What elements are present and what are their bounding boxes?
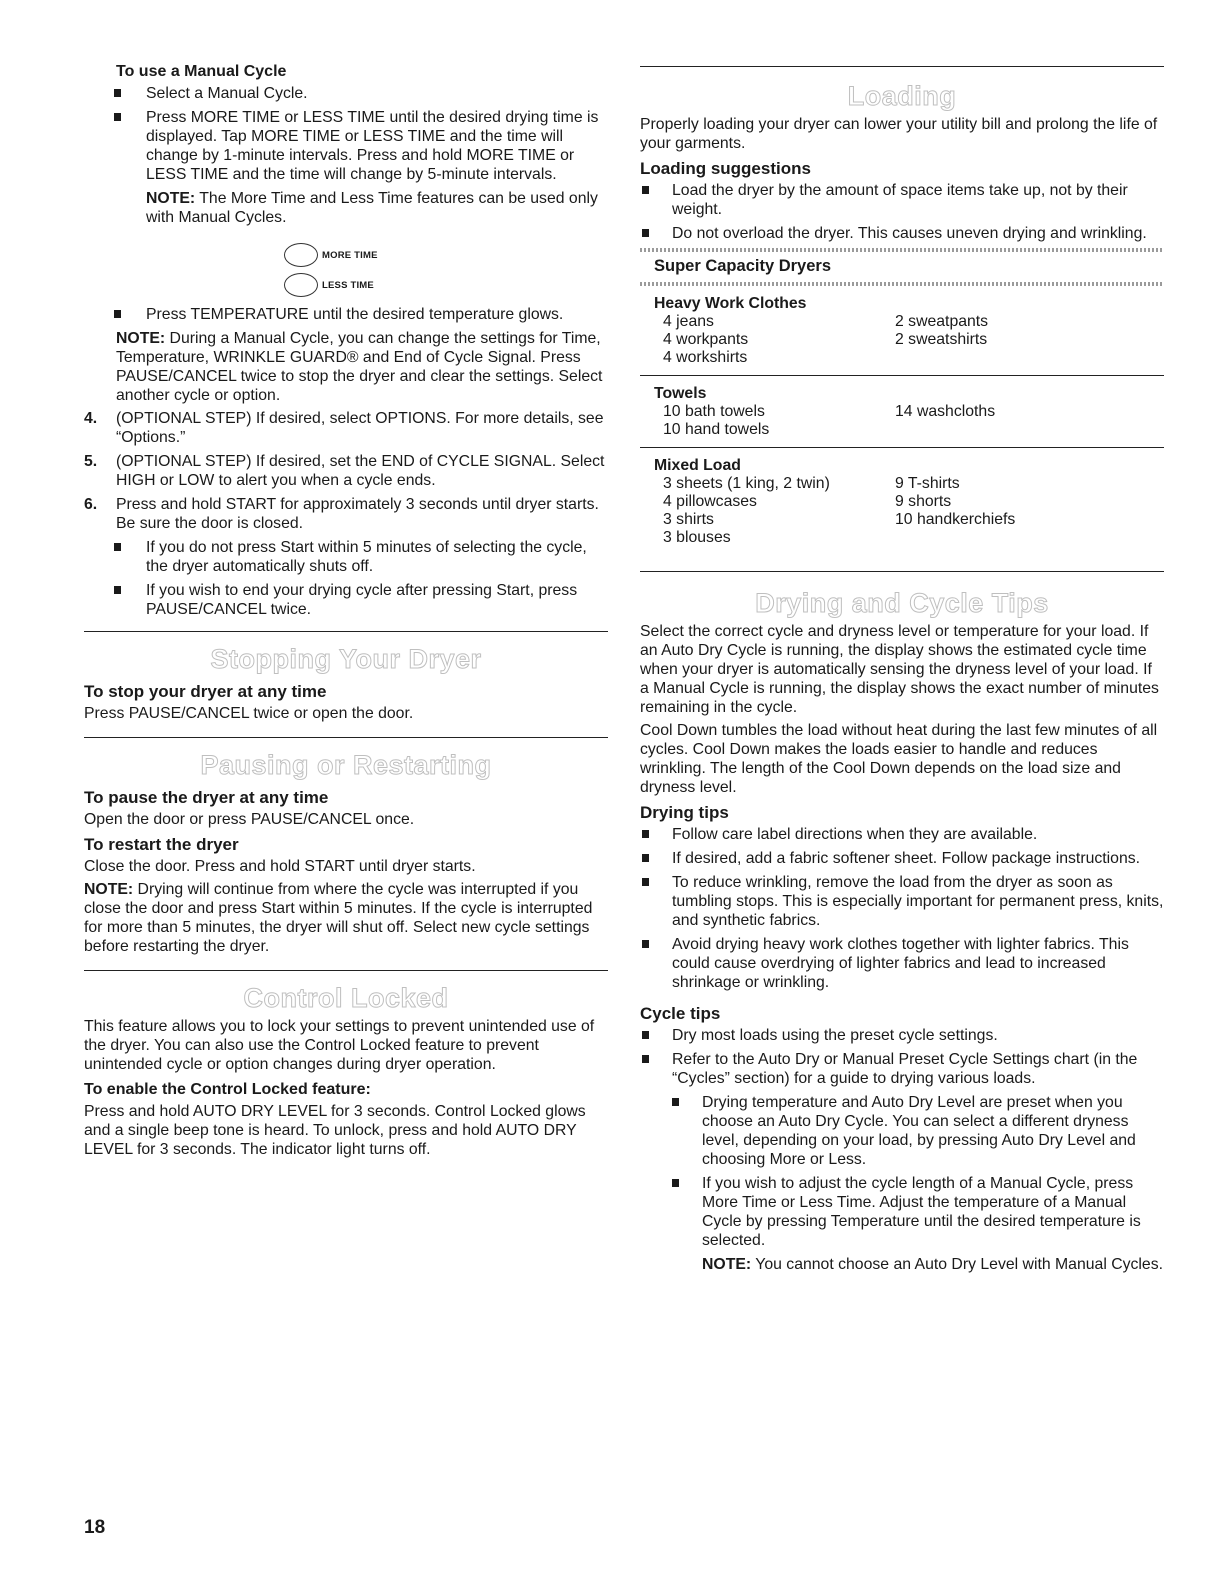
page-number: 18 [84, 1517, 106, 1538]
list-item: Avoid drying heavy work clothes together with lighter fabrics. This could cause overdrying of lighter fabrics and lead to increased shrinkage or wrinkling. [640, 935, 1164, 992]
list-item: If you wish to adjust the cycle length of a Manual Cycle, press More Time or Less Time. Adjust the temperature of a Manual Cycle by pressing Temperature until the desired temperature is selected. [640, 1174, 1164, 1250]
note-manual-cycle [84, 329, 608, 405]
drying-tips-list [640, 825, 1164, 992]
note-text: The More Time and Less Time features can be used only with Manual Cycles. [146, 190, 598, 226]
less-time-indicator [284, 273, 374, 297]
list-item: To reduce wrinkling, remove the load from the dryer as soon as tumbling stops. This is especially important for permanent press, knits, and synthetic fabrics. [640, 873, 1164, 930]
list-item: If you do not press Start within 5 minutes of selecting the cycle, the dryer automatically shuts off. [84, 538, 608, 576]
note-label: NOTE: [116, 330, 166, 347]
note-label: NOTE: [702, 1256, 752, 1273]
note-label: NOTE: [146, 190, 196, 207]
step-item [84, 452, 608, 490]
load-group-title: Mixed Load [654, 457, 741, 474]
time-buttons-illustration [84, 233, 608, 299]
section-divider [640, 66, 1164, 67]
step-text: Press and hold START for approximately 3 seconds until dryer starts. Be sure the door is closed. [116, 496, 599, 532]
load-item: 9 T-shirts [895, 475, 960, 492]
step-item [84, 409, 608, 447]
section-divider [640, 571, 1164, 572]
step-number: 4. [84, 410, 98, 427]
note-label: NOTE: [84, 881, 134, 898]
load-item: 2 sweatpants [895, 313, 989, 330]
stopping-text: Press PAUSE/CANCEL twice or open the door. [84, 705, 414, 722]
restart-note [84, 880, 608, 956]
load-group-mixed [640, 448, 1164, 547]
tips-paragraph: Select the correct cycle and dryness level or temperature for your load. If an Auto Dry Cycle is running, the display shows the estimated cycle time when your dryer is automatically sensing the dryness level of your load. If a Manual Cycle is running, the display shows the exact number of minutes remaining in the cycle. [640, 623, 1159, 716]
manual-cycle-list [84, 84, 608, 184]
load-item: 9 shorts [895, 493, 952, 510]
note-text: You cannot choose an Auto Dry Level with Manual Cycles. [751, 1256, 1164, 1273]
temperature-list [84, 305, 608, 324]
note-text: During a Manual Cycle, you can change the settings for Time, Temperature, WRINKLE GUARD® and End of Cycle Signal. Press PAUSE/CANCEL twice to stop the dryer and clear the settings. Select another cycle or option. [116, 330, 603, 404]
section-divider [84, 631, 608, 632]
list-item: Press MORE TIME or LESS TIME until the desired drying time is displayed. Tap MORE TIME or LESS TIME and the time will change by 1-minute intervals. Press and hold MORE TIME or LESS TIME and the time will change by 5-minute intervals. [84, 108, 608, 184]
control-locked-heading: Control Locked [243, 983, 449, 1013]
loading-list [640, 181, 1164, 243]
tips-paragraph: Cool Down tumbles the load without heat during the last few minutes of all cycles. Cool Down makes the loads easier to handle and reduces wrinkling. The length of the Cool Down depends on the load size and dryness level. [640, 722, 1158, 796]
list-item: Follow care label directions when they are available. [640, 825, 1164, 844]
steps-list [84, 409, 608, 533]
load-item: 4 workshirts [663, 349, 748, 366]
manual-cycle-title: To use a Manual Cycle [116, 63, 287, 80]
more-time-label: MORE TIME [322, 249, 378, 261]
load-item: 10 hand towels [663, 421, 770, 438]
list-item: If desired, add a fabric softener sheet. Follow package instructions. [640, 849, 1164, 868]
cycle-tips-list [640, 1026, 1164, 1088]
right-column [640, 62, 1164, 1280]
more-time-indicator [284, 243, 378, 267]
less-time-label: LESS TIME [322, 279, 374, 291]
step-number: 6. [84, 496, 98, 513]
list-item: Do not overload the dryer. This causes uneven drying and wrinkling. [640, 224, 1164, 243]
load-item: 3 sheets (1 king, 2 twin) [663, 475, 830, 492]
list-item: If you wish to end your drying cycle after pressing Start, press PAUSE/CANCEL twice. [84, 581, 608, 619]
load-item: 3 blouses [663, 529, 731, 546]
cycle-tips-note [640, 1255, 1164, 1274]
loading-intro: Properly loading your dryer can lower your utility bill and prolong the life of your garments. [640, 116, 1158, 152]
stopping-heading: Stopping Your Dryer [210, 644, 482, 674]
stopping-subheading: To stop your dryer at any time [84, 682, 327, 701]
restart-text: Close the door. Press and hold START until dryer starts. [84, 858, 476, 875]
loading-suggestions-subheading: Loading suggestions [640, 159, 811, 178]
load-group-items [654, 313, 1164, 367]
load-item: 4 workpants [663, 331, 749, 348]
load-item: 2 sweatshirts [895, 331, 988, 348]
less-time-button-icon [284, 273, 318, 297]
load-group-items [654, 403, 1164, 439]
pausing-heading: Pausing or Restarting [200, 750, 492, 780]
load-item: 4 pillowcases [663, 493, 757, 510]
note-text: Drying will continue from where the cycle was interrupted if you close the door and press Start within 5 minutes. If the cycle is interrupted for more than 5 minutes, the dryer will shut off. Select new cycle settings before restarting the dryer. [84, 881, 593, 955]
load-group-title: Towels [654, 385, 707, 402]
step6-list [84, 538, 608, 619]
hatched-divider [640, 248, 1164, 252]
drying-tips-subheading: Drying tips [640, 803, 729, 822]
load-item: 10 handkerchiefs [895, 511, 1016, 528]
step-text: (OPTIONAL STEP) If desired, select OPTIONS. For more details, see “Options.” [116, 410, 604, 446]
more-time-button-icon [284, 243, 318, 267]
control-locked-text: This feature allows you to lock your settings to prevent unintended use of the dryer. You can also use the Control Locked feature to prevent unintended cycle or option changes during dryer operation. [84, 1018, 595, 1073]
tips-heading: Drying and Cycle Tips [755, 588, 1049, 618]
load-item: 14 washcloths [895, 403, 996, 420]
step-text: (OPTIONAL STEP) If desired, set the END of CYCLE SIGNAL. Select HIGH or LOW to alert you when a cycle ends. [116, 453, 605, 489]
restart-subheading: To restart the dryer [84, 835, 239, 854]
load-group-items [654, 475, 1164, 547]
control-locked-subheading: To enable the Control Locked feature: [84, 1081, 371, 1098]
pause-subheading: To pause the dryer at any time [84, 788, 329, 807]
section-divider [84, 970, 608, 971]
control-locked-instructions: Press and hold AUTO DRY LEVEL for 3 seconds. Control Locked glows and a single beep tone is heard. To unlock, press and hold AUTO DRY LEVEL for 3 seconds. The indicator light turns off. [84, 1103, 586, 1158]
list-item: Drying temperature and Auto Dry Level are preset when you choose an Auto Dry Cycle. You can select a different dryness level, depending on your load, by pressing Auto Dry Level and choosing More or Less. [640, 1093, 1164, 1169]
load-group-heavy [640, 286, 1164, 367]
cycle-tips-subheading: Cycle tips [640, 1004, 721, 1023]
load-group-towels [640, 376, 1164, 439]
note-more-less [84, 189, 608, 227]
load-item: 10 bath towels [663, 403, 765, 420]
list-item: Press TEMPERATURE until the desired temperature glows. [84, 305, 608, 324]
loading-heading: Loading [847, 81, 957, 111]
cycle-tips-sublist [640, 1093, 1164, 1250]
list-item: Dry most loads using the preset cycle settings. [640, 1026, 1164, 1045]
load-item: 4 jeans [663, 313, 714, 330]
pause-text: Open the door or press PAUSE/CANCEL once. [84, 811, 415, 828]
load-group-title: Heavy Work Clothes [654, 295, 807, 312]
capacity-title: Super Capacity Dryers [654, 257, 831, 275]
step-item [84, 495, 608, 533]
step-number: 5. [84, 453, 98, 470]
load-item: 3 shirts [663, 511, 714, 528]
left-column [84, 62, 608, 1163]
list-item: Select a Manual Cycle. [84, 84, 608, 103]
list-item: Load the dryer by the amount of space items take up, not by their weight. [640, 181, 1164, 219]
list-item: Refer to the Auto Dry or Manual Preset Cycle Settings chart (in the “Cycles” section) for a guide to drying various loads. [640, 1050, 1164, 1088]
section-divider [84, 737, 608, 738]
